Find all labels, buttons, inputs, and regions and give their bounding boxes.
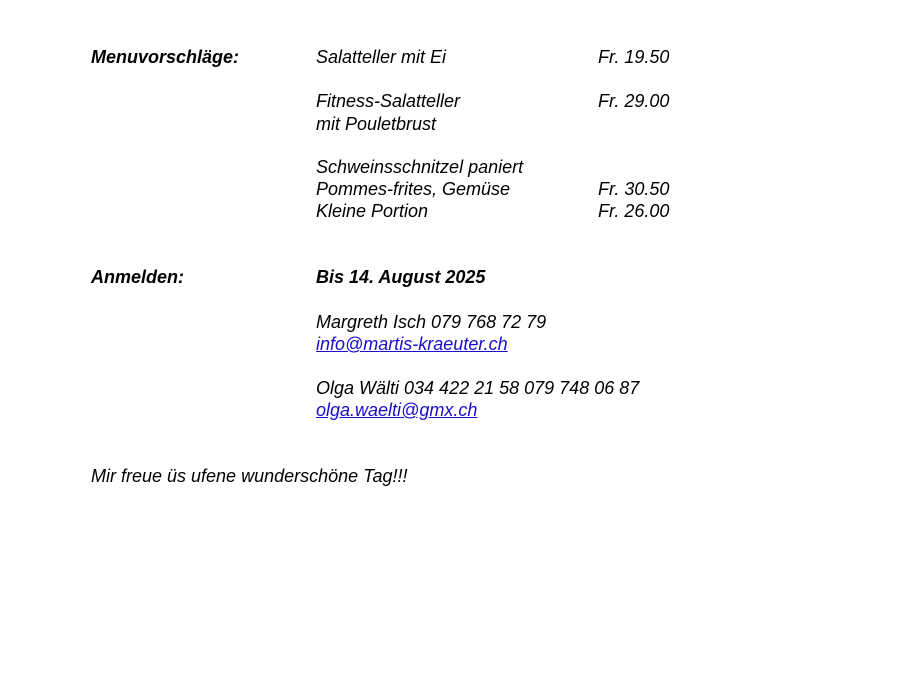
menu-item-pommes: Pommes-frites, Gemüse	[316, 179, 511, 199]
register-label: Anmelden:	[91, 267, 185, 287]
contact-2-email-link[interactable]: olga.waelti@gmx.ch	[316, 400, 478, 420]
menu-item-kleine-portion: Kleine Portion	[316, 201, 429, 221]
closing-text: Mir freue üs ufene wunderschöne Tag!!!	[91, 466, 408, 486]
contact-2-name-phone: Olga Wälti 034 422 21 58 079 748 06 87	[316, 378, 640, 398]
menu-price-pommes: Fr. 30.50	[598, 179, 670, 199]
contact-1-name-phone: Margreth Isch 079 768 72 79	[316, 312, 547, 332]
menu-item-schnitzel: Schweinsschnitzel paniert	[316, 157, 524, 177]
menu-price-salatteller: Fr. 19.50	[598, 47, 670, 67]
menu-price-kleine-portion: Fr. 26.00	[598, 201, 670, 221]
menu-item-fitness: Fitness-Salatteller	[316, 91, 461, 111]
contact-1-email-link[interactable]: info@martis-kraeuter.ch	[316, 334, 508, 354]
register-deadline: Bis 14. August 2025	[316, 267, 486, 287]
menu-item-fitness-sub: mit Pouletbrust	[316, 114, 437, 134]
menu-item-salatteller: Salatteller mit Ei	[316, 47, 447, 67]
menu-price-fitness: Fr. 29.00	[598, 91, 670, 111]
menu-label: Menuvorschläge:	[91, 47, 240, 67]
